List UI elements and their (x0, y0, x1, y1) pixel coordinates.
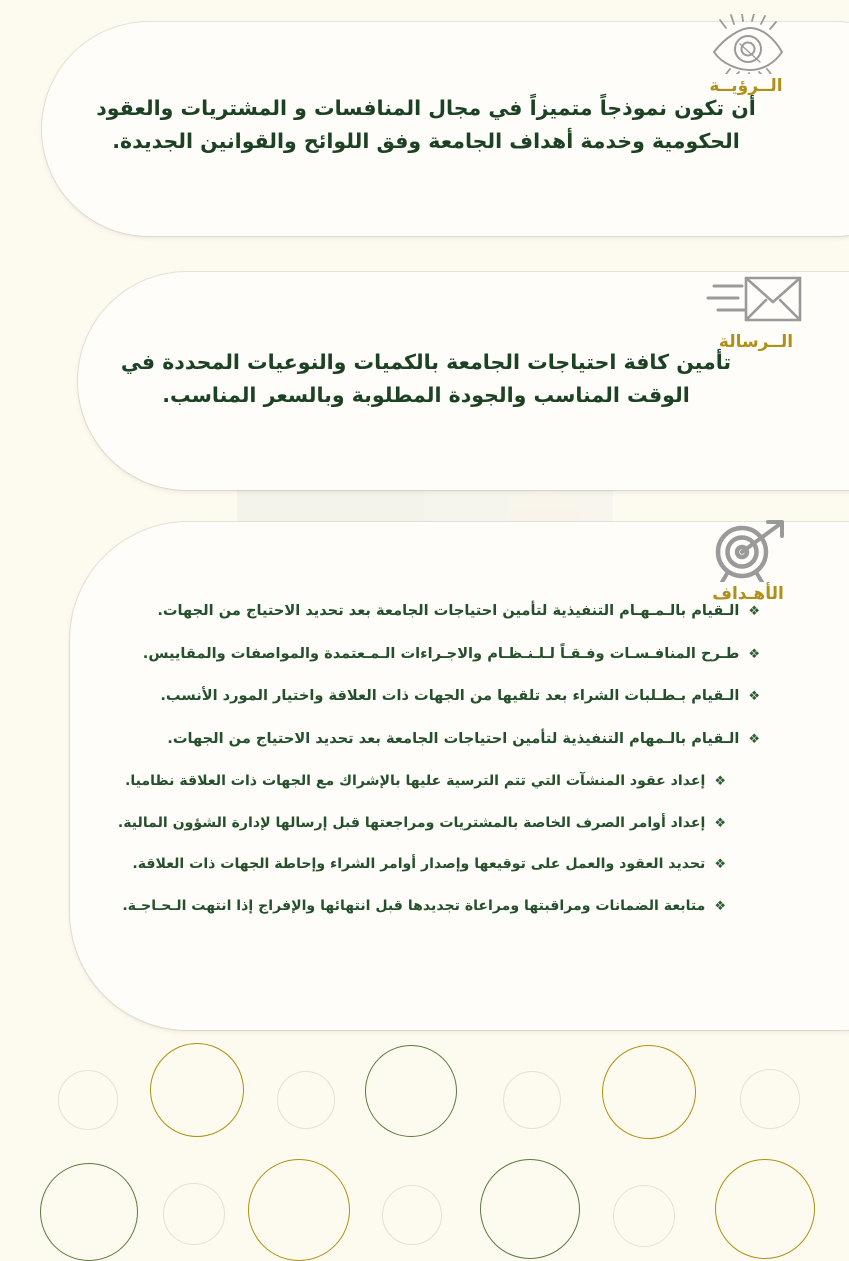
objective-item (60, 896, 760, 916)
diamond-bullet-icon: ❖ (714, 773, 726, 789)
objective-item-text: إعداد أوامر الصرف الخاصة بالمشتريات ومراجعتها قبل إرسالها لإدارة الشؤون المالية. (117, 814, 706, 831)
vision-section-header (681, 12, 811, 96)
objectives-list (60, 600, 760, 938)
objective-item (60, 728, 760, 749)
diamond-bullet-icon: ❖ (714, 815, 726, 831)
objectives-label: الأهـداف (712, 584, 784, 604)
decorative-circle (248, 1159, 350, 1261)
objective-item (60, 854, 760, 874)
objective-item (60, 643, 760, 664)
objective-item-text: تحديد العقود والعمل على توقيعها وإصدار أوامر الشراء وإحاطة الجهات ذات العلاقة. (132, 856, 706, 873)
vision-label: الــرؤيــة (709, 76, 783, 96)
envelope-icon (706, 270, 806, 330)
decorative-circle (480, 1159, 580, 1259)
objective-item-text: متابعة الضمانات ومراقبتها ومراعاة تجديدها قبل انتهائها والإفراج إذا انتهت الـحـاجـة. (122, 898, 706, 915)
diamond-bullet-icon: ❖ (748, 646, 760, 662)
message-label: الــرسالة (718, 332, 794, 352)
objective-item-text: الـقيام بـطـلبات الشراء بعد تلقيها من الجهات ذات العلاقة واختيار المورد الأنسب. (160, 687, 740, 705)
decorative-circles (0, 1025, 849, 1200)
diamond-bullet-icon: ❖ (714, 857, 726, 873)
objective-item-text: طـرح المنافـسـات وفـقـاً لـلـنـظـام والاجـراءات الـمـعتمدة والمواصفات والمقاييس. (142, 644, 740, 662)
eye-icon-wrapper (681, 12, 811, 74)
diamond-bullet-icon: ❖ (748, 689, 760, 705)
target-arrow-icon-wrapper (683, 520, 813, 582)
decorative-circle (150, 1043, 244, 1137)
objective-item (60, 600, 760, 621)
envelope-icon-wrapper (691, 268, 821, 330)
vision-body-text: أن تكون نموذجاً متميزاً في مجال المنافسات و المشتريات والعقود الحكومية وخدمة أهداف الجامعة وفق اللوائح والقوانين الجديدة. (96, 96, 756, 154)
decorative-circle (740, 1069, 800, 1129)
decorative-circle (40, 1163, 138, 1261)
objective-item-text: الـقيام بالـمـهـام التنفيذية لتأمين احتياجات الجامعة بعد تحديد الاحتياج من الجهات. (157, 602, 740, 619)
objective-item (60, 813, 760, 833)
message-section-header (691, 268, 821, 352)
message-body-text: تأمين كافة احتياجات الجامعة بالكميات والنوعيات المحددة في الوقت المناسب والجودة المطلوبة وبالسعر المناسب. (120, 350, 732, 408)
target-arrow-icon (704, 520, 792, 582)
decorative-circle (715, 1159, 815, 1259)
diamond-bullet-icon: ❖ (748, 604, 760, 619)
objective-item-text: الـقيام بالـمهام التنفيذية لتأمين احتياجات الجامعة بعد تحديد الاحتياج من الجهات. (167, 729, 740, 747)
eye-icon (704, 14, 788, 74)
decorative-circle (503, 1071, 561, 1129)
diamond-bullet-icon: ❖ (714, 899, 726, 915)
decorative-circle (365, 1045, 457, 1137)
objective-item (60, 771, 760, 791)
decorative-circle (602, 1045, 696, 1139)
decorative-circle (58, 1070, 118, 1130)
objectives-section-header (683, 520, 813, 604)
diamond-bullet-icon: ❖ (748, 731, 760, 747)
decorative-circle (277, 1071, 335, 1129)
objective-item-text: إعداد عقود المنشآت التي تتم الترسية عليها بالإشراك مع الجهات ذات العلاقة نظاميا. (125, 772, 706, 789)
decorative-circle (163, 1183, 225, 1245)
decorative-circle (382, 1185, 442, 1245)
objective-item (60, 685, 760, 706)
decorative-circle (613, 1185, 675, 1247)
